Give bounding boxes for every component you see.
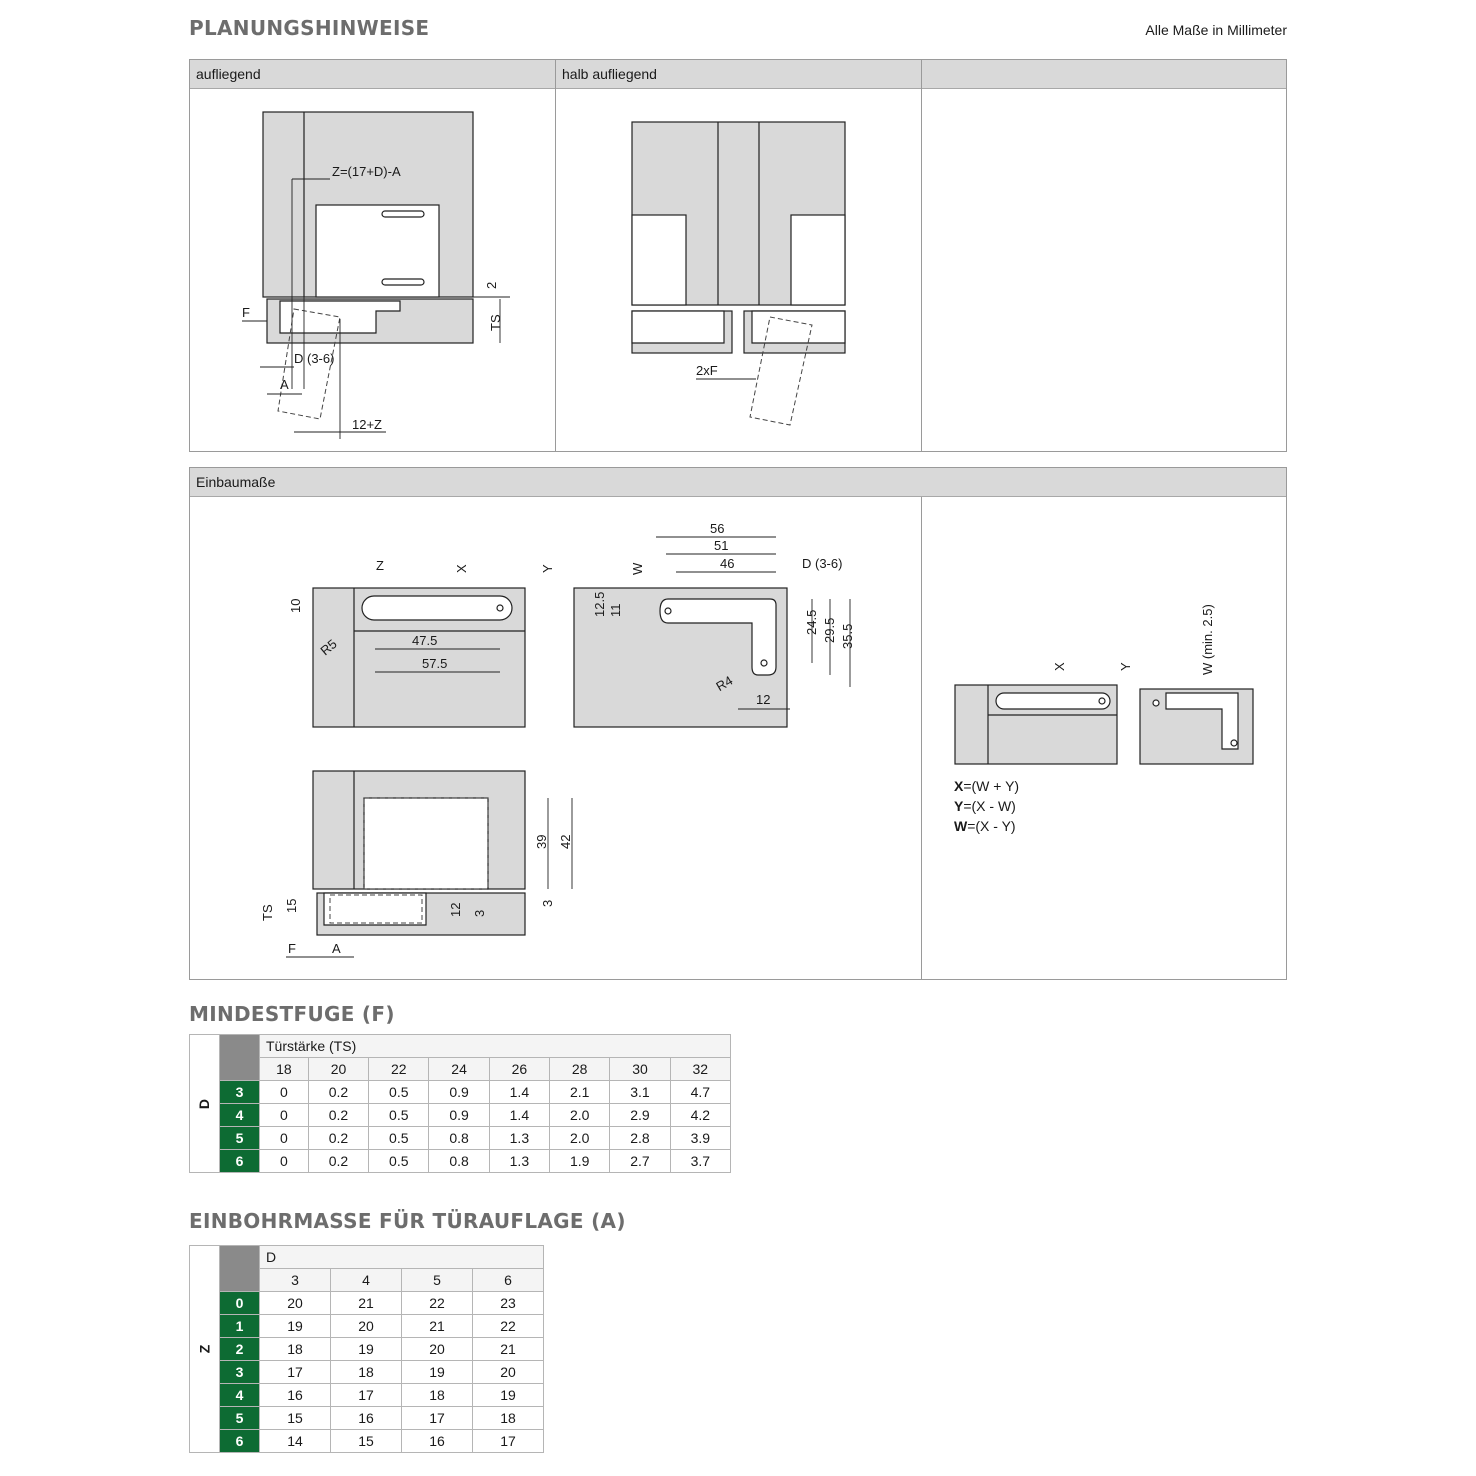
table-row [190,1292,544,1315]
install-drawings [190,497,921,979]
table-cell: 4.7 [670,1081,730,1104]
table-cell: 18 [331,1361,402,1384]
row-head: 0 [220,1292,260,1315]
table-row [190,1430,544,1453]
row-head: 1 [220,1315,260,1338]
dim-11: 11 [608,603,623,617]
halb-aufliegend-drawing [556,89,922,452]
table-row [190,1384,544,1407]
table-cell: 1.3 [489,1150,549,1173]
dim-12: 12 [756,692,771,707]
dim-ts: TS [488,314,503,331]
row-head: 5 [220,1127,260,1150]
cup-recess [364,798,488,889]
einbohr-table [189,1245,544,1453]
dim-15: 15 [284,898,299,913]
table-row [190,1338,544,1361]
table-cell: 1.9 [550,1150,610,1173]
table-cell: 20 [260,1292,331,1315]
dim-x: X [1052,662,1067,671]
page-title: PLANUNGSHINWEISE [189,16,430,40]
row-head: 2 [220,1338,260,1361]
dim-42: 42 [558,834,573,849]
col-head: 24 [429,1058,489,1081]
row-head: 6 [220,1150,260,1173]
cell-halb-aufliegend-header: halb aufliegend [556,60,922,89]
table-cell: 2.0 [550,1127,610,1150]
dim-a: A [332,941,341,956]
col-head: 32 [670,1058,730,1081]
col-head: 3 [260,1269,331,1292]
table-row [190,1407,544,1430]
table-cell: 16 [260,1384,331,1407]
table-cell: 22 [473,1315,544,1338]
dim-a: A [280,377,289,392]
side-label-d: D [190,1035,220,1173]
table-cell: 3.1 [610,1081,670,1104]
dim-2xf: 2xF [696,363,718,378]
cell-empty-header [922,60,1286,89]
table-cell: 0.2 [308,1127,368,1150]
einbohr-title: EINBOHRMASSE FÜR TÜRAUFLAGE (A) [189,1209,626,1233]
dim-39: 39 [534,834,549,849]
col-head: 28 [550,1058,610,1081]
table-cell: 20 [402,1338,473,1361]
dim-w-min: W (min. 2.5) [1200,604,1215,675]
table-cell: 0 [260,1081,309,1104]
table-cell: 15 [260,1407,331,1430]
table-cell: 19 [473,1384,544,1407]
install-header: Einbaumaße [190,468,1286,497]
table-cell: 0 [260,1127,309,1150]
dim-3a: 3 [472,909,487,917]
table-row [190,1081,731,1104]
formula-list [954,776,1019,836]
table-cell: 2.7 [610,1150,670,1173]
col-head: 6 [473,1269,544,1292]
dim-295: 29.5 [822,617,837,643]
table-row [190,1150,731,1173]
table-cell: 1.4 [489,1104,549,1127]
dim-f: F [288,941,296,956]
table-cell: 19 [402,1361,473,1384]
table-cell: 20 [331,1315,402,1338]
table-cell: 0.5 [369,1150,429,1173]
table-row [190,1127,731,1150]
row-head: 6 [220,1430,260,1453]
row-head: 3 [220,1361,260,1384]
table-cell: 16 [331,1407,402,1430]
col-head: 26 [489,1058,549,1081]
dim-z-formula: Z=(17+D)-A [332,164,401,179]
table-cell: 17 [260,1361,331,1384]
table-cell: 1.4 [489,1081,549,1104]
row-head: 5 [220,1407,260,1430]
dim-y: Y [540,564,555,573]
table-cell: 0 [260,1150,309,1173]
table-cell: 20 [473,1361,544,1384]
dim-51: 51 [714,538,729,553]
table-cell: 19 [260,1315,331,1338]
col-head: 20 [308,1058,368,1081]
table-caption: Türstärke (TS) [260,1035,731,1058]
col-head: 5 [402,1269,473,1292]
table-caption: D [260,1246,544,1269]
table-cell: 0.5 [369,1127,429,1150]
dim-245: 24.5 [804,609,819,635]
dim-125: 12.5 [592,591,607,617]
table-row [190,1315,544,1338]
table-cell: 21 [402,1315,473,1338]
table-cell: 0.5 [369,1104,429,1127]
row-head: 4 [220,1104,260,1127]
table-cell: 0.5 [369,1081,429,1104]
dim-r4: R4 [713,672,736,695]
table-cell: 2.1 [550,1081,610,1104]
mindestfuge-table [189,1034,731,1173]
table-row [190,1104,731,1127]
col-head: 4 [331,1269,402,1292]
mindestfuge-title: MINDESTFUGE (F) [189,1002,395,1026]
table-cell: 3.7 [670,1150,730,1173]
dim-12b: 12 [448,902,463,917]
col-head: 30 [610,1058,670,1081]
table-cell: 0.9 [429,1104,489,1127]
dim-two: 2 [484,281,499,289]
table-corner [220,1035,260,1081]
dim-575: 57.5 [422,656,448,671]
dim-w: W [630,562,645,575]
dim-y: Y [1118,662,1133,671]
table-cell: 15 [331,1430,402,1453]
table-cell: 0.8 [429,1127,489,1150]
dim-ts: TS [260,904,275,921]
table-cell: 0.2 [308,1081,368,1104]
table-cell: 17 [331,1384,402,1407]
formula-x: X=(W + Y) [954,778,1020,794]
table-cell: 18 [260,1338,331,1361]
side-label-z: Z [190,1246,220,1453]
dim-d: D (3-6) [802,556,843,571]
col-head: 22 [369,1058,429,1081]
table-cell: 23 [473,1292,544,1315]
formula-y: Y=(X - W) [954,798,1016,814]
table-cell: 4.2 [670,1104,730,1127]
table-cell: 18 [402,1384,473,1407]
table-cell: 18 [473,1407,544,1430]
row-head: 4 [220,1384,260,1407]
dim-46: 46 [720,556,735,571]
dim-12-z: 12+Z [352,417,382,432]
table-cell: 3.9 [670,1127,730,1150]
install-right-drawings [922,497,1286,979]
install-panel [189,467,1287,980]
table-row [190,1361,544,1384]
table-cell: 19 [331,1338,402,1361]
dim-x: X [454,564,469,573]
table-cell: 1.3 [489,1127,549,1150]
table-cell: 2.0 [550,1104,610,1127]
unit-note: Alle Maße in Millimeter [1145,22,1287,38]
table-corner [220,1246,260,1292]
table-cell: 21 [331,1292,402,1315]
dim-f: F [242,305,250,320]
table-cell: 0.2 [308,1104,368,1127]
dim-355: 35.5 [840,623,855,649]
dim-z: Z [376,558,384,573]
cell-aufliegend-header: aufliegend [190,60,556,89]
table-cell: 16 [402,1430,473,1453]
table-cell: 17 [402,1407,473,1430]
table-cell: 0 [260,1104,309,1127]
dim-r5: R5 [317,636,340,659]
dim-d: D (3-6) [294,351,335,366]
formula-w: W=(X - Y) [954,818,1016,834]
table-cell: 17 [473,1430,544,1453]
planning-panel [189,59,1287,452]
dim-56: 56 [710,521,725,536]
slot-left [362,596,512,620]
row-head: 3 [220,1081,260,1104]
table-cell: 14 [260,1430,331,1453]
table-cell: 21 [473,1338,544,1361]
dim-10: 10 [288,598,303,613]
aufliegend-drawing [190,89,556,452]
table-cell: 0.2 [308,1150,368,1173]
table-cell: 0.9 [429,1081,489,1104]
dim-3b: 3 [540,899,555,907]
table-cell: 2.8 [610,1127,670,1150]
table-cell: 2.9 [610,1104,670,1127]
dim-475: 47.5 [412,633,438,648]
table-cell: 22 [402,1292,473,1315]
col-head: 18 [260,1058,309,1081]
table-cell: 0.8 [429,1150,489,1173]
